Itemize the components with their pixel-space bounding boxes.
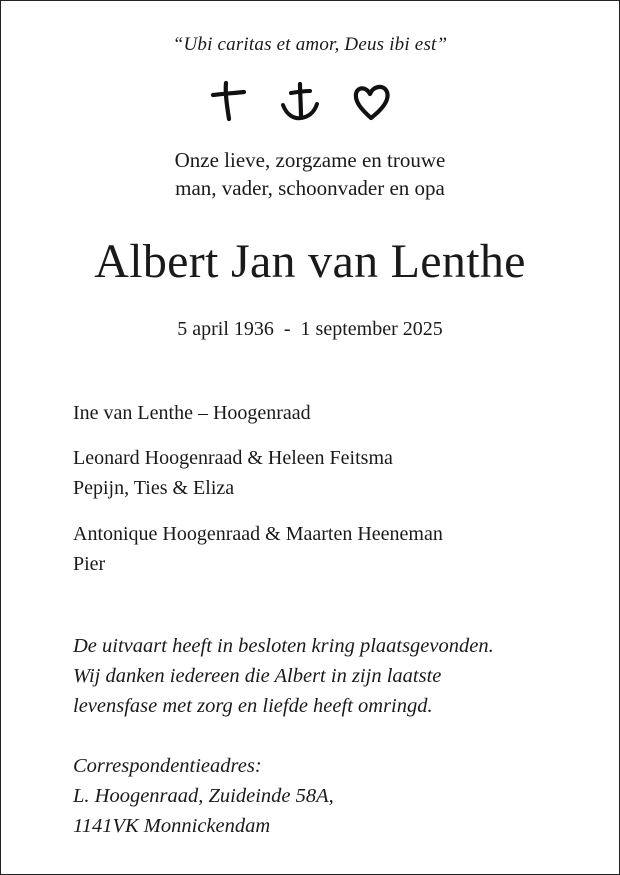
family-group-2-line-1: Antonique Hoogenraad & Maarten Heeneman xyxy=(73,523,443,545)
cross-icon xyxy=(210,78,246,124)
intro-text xyxy=(0,146,620,202)
address-line-1: L. Hoogenraad, Zuideinde 58A, xyxy=(73,785,334,807)
motto: “Ubi caritas et amor, Deus ibi est” xyxy=(172,34,448,55)
message-line-1: De uitvaart heeft in besloten kring plaatsgevonden. xyxy=(73,635,494,657)
family-group-1-line-2: Pepijn, Ties & Eliza xyxy=(73,477,235,499)
family-group-2-line-2: Pier xyxy=(73,553,106,575)
intro-line-1: Onze lieve, zorgzame en trouwe xyxy=(174,148,446,172)
closing-message xyxy=(73,631,613,721)
message-line-3: levensfase met zorg en liefde heeft omringd. xyxy=(73,695,433,717)
family-group-1 xyxy=(73,443,393,503)
anchor-icon xyxy=(278,78,322,124)
family-spouse xyxy=(73,398,311,428)
intro-line-2: man, vader, schoonvader en opa xyxy=(175,176,445,200)
family-group-2 xyxy=(73,519,443,579)
address-line-2: 1141VK Monnickendam xyxy=(73,815,271,837)
life-dates: 5 april 1936 - 1 september 2025 xyxy=(177,318,443,340)
correspondence-address xyxy=(73,751,334,841)
symbols-row xyxy=(210,78,400,124)
spouse-name: Ine van Lenthe – Hoogenraad xyxy=(73,402,311,424)
message-line-2: Wij danken iedereen die Albert in zijn laatste xyxy=(73,665,442,687)
address-label: Correspondentieadres: xyxy=(73,755,262,777)
heart-icon xyxy=(350,78,394,124)
family-group-1-line-1: Leonard Hoogenraad & Heleen Feitsma xyxy=(73,447,393,469)
deceased-name: Albert Jan van Lenthe xyxy=(94,235,526,288)
